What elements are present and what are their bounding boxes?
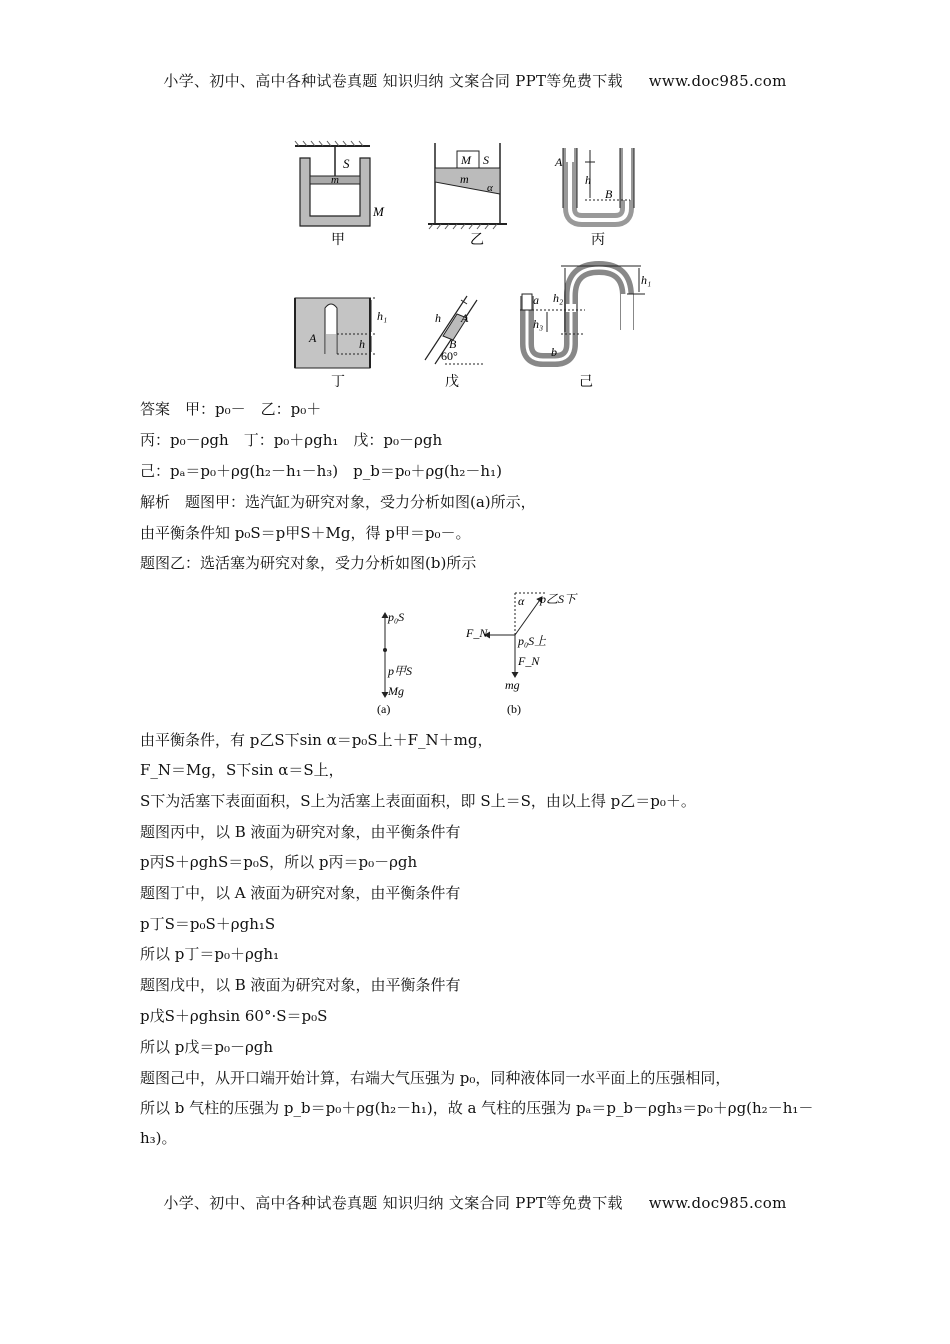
yi-label-m: m	[460, 172, 469, 186]
figure-ding	[295, 298, 387, 390]
jia-caption: 甲	[331, 232, 345, 248]
figure-row-1	[285, 138, 670, 253]
figure-bing	[554, 148, 634, 248]
yi-caption: 乙	[470, 232, 484, 248]
force-a	[377, 610, 412, 716]
yi-label-S: S	[483, 153, 489, 167]
answer-line-3: 己：pₐ＝p₀＋ρg(h₂－h₁－h₃) p_b＝p₀＋ρg(h₂－h₁)	[140, 462, 502, 480]
analysis-line-10: p丁S＝p₀S＋ρgh₁S	[140, 915, 276, 933]
analysis-line-16: 所以 b 气柱的压强为 p_b＝p₀＋ρg(h₂－h₁)，故 a 气柱的压强为 pₐ＝p_b－ρgh₃＝p₀＋ρg(h₂－h₁－	[140, 1099, 814, 1117]
analysis-line-17: h₃)。	[140, 1129, 177, 1147]
wu-caption: 戊	[445, 374, 459, 390]
header-text: 小学、初中、高中各种试卷真题 知识归纳 文案合同 PPT等免费下载	[163, 72, 623, 90]
force-b-p0S: p₀S上	[518, 634, 547, 648]
analysis-line-4: 由平衡条件，有 p乙S下sin α＝p₀S上＋F_N＋mg，	[140, 731, 493, 749]
footer-text: 小学、初中、高中各种试卷真题 知识归纳 文案合同 PPT等免费下载	[163, 1194, 623, 1212]
figure-ji	[520, 266, 651, 390]
analysis-line-1: 解析 题图甲：选汽缸为研究对象，受力分析如图(a)所示，	[140, 493, 536, 511]
analysis-line-11: 所以 p丁＝p₀＋ρgh₁	[140, 945, 280, 963]
yi-label-M: M	[461, 153, 471, 167]
ji-label-h3: h₃	[533, 317, 544, 331]
figure-jia	[295, 141, 385, 248]
analysis-line-15: 题图己中，从开口端开始计算，右端大气压强为 p₀，同种液体同一水平面上的压强相同，	[140, 1069, 731, 1087]
ding-label-A: A	[309, 331, 317, 345]
bing-caption: 丙	[591, 232, 605, 248]
jia-label-S: S	[343, 156, 350, 171]
ding-label-h1: h₁	[377, 309, 388, 323]
ding-caption: 丁	[331, 374, 345, 390]
answer-line-1: 答案 甲：p₀－ 乙：p₀＋	[140, 400, 322, 418]
analysis-line-6: S下为活塞下表面面积，S上为活塞上表面面积，即 S上＝S，由以上得 p乙＝p₀＋。	[140, 792, 696, 810]
figure-yi	[428, 143, 507, 248]
force-diagrams	[360, 585, 600, 720]
ji-label-h2: h₂	[553, 291, 564, 305]
force-b-alpha: α	[518, 594, 525, 608]
force-b-FN-left: F_N	[466, 626, 488, 640]
analysis-line-7: 题图丙中，以 B 液面为研究对象，由平衡条件有	[140, 823, 461, 841]
force-b	[465, 592, 578, 716]
bing-label-h: h	[585, 173, 591, 187]
force-b-pyiS: p乙S下	[540, 592, 577, 606]
wu-label-A: A	[461, 311, 469, 325]
ji-label-a: a	[533, 293, 539, 307]
ji-caption: 己	[579, 374, 593, 390]
jia-label-M: M	[373, 204, 384, 219]
answer-line-2: 丙：p₀－ρgh 丁：p₀＋ρgh₁ 戊：p₀－ρgh	[140, 431, 443, 449]
ji-label-b: b	[551, 345, 557, 359]
wu-label-h: h	[435, 311, 441, 325]
analysis-line-13: p戊S＋ρghsin 60°·S＝p₀S	[140, 1007, 328, 1025]
ji-label-h1: h₁	[641, 273, 652, 287]
analysis-line-14: 所以 p戊＝p₀－ρgh	[140, 1038, 274, 1056]
analysis-line-3: 题图乙：选活塞为研究对象，受力分析如图(b)所示	[140, 554, 477, 572]
force-a-Mg: Mg	[388, 684, 404, 698]
footer-site: www.doc985.com	[648, 1194, 787, 1212]
force-b-FN: F_N	[518, 654, 540, 668]
jia-label-m: m	[331, 174, 339, 186]
analysis-line-5: F_N＝Mg，S下sin α＝S上，	[140, 761, 344, 779]
analysis-line-2: 由平衡条件知 p₀S＝p甲S＋Mg，得 p甲＝p₀－。	[140, 524, 471, 542]
figure-row-2	[285, 260, 670, 390]
ding-label-h: h	[359, 337, 365, 351]
yi-label-alpha: α	[487, 182, 493, 194]
figure-wu	[425, 296, 485, 390]
force-a-p0S: p₀S	[388, 610, 405, 624]
force-a-pjiaS: p甲S	[388, 664, 413, 678]
header-site: www.doc985.com	[648, 72, 787, 90]
page-footer	[0, 1192, 950, 1213]
bing-label-A: A	[555, 155, 563, 169]
page-header	[0, 70, 950, 91]
wu-label-B: B	[449, 337, 457, 351]
force-a-caption: (a)	[377, 702, 391, 716]
force-b-mg: mg	[505, 678, 520, 692]
analysis-line-9: 题图丁中，以 A 液面为研究对象，由平衡条件有	[140, 884, 461, 902]
analysis-line-12: 题图戊中，以 B 液面为研究对象，由平衡条件有	[140, 976, 461, 994]
analysis-line-8: p丙S＋ρghS＝p₀S，所以 p丙＝p₀－ρgh	[140, 853, 418, 871]
force-b-caption: (b)	[507, 702, 521, 716]
bing-label-B: B	[605, 187, 613, 201]
wu-label-60: 60°	[441, 349, 458, 363]
